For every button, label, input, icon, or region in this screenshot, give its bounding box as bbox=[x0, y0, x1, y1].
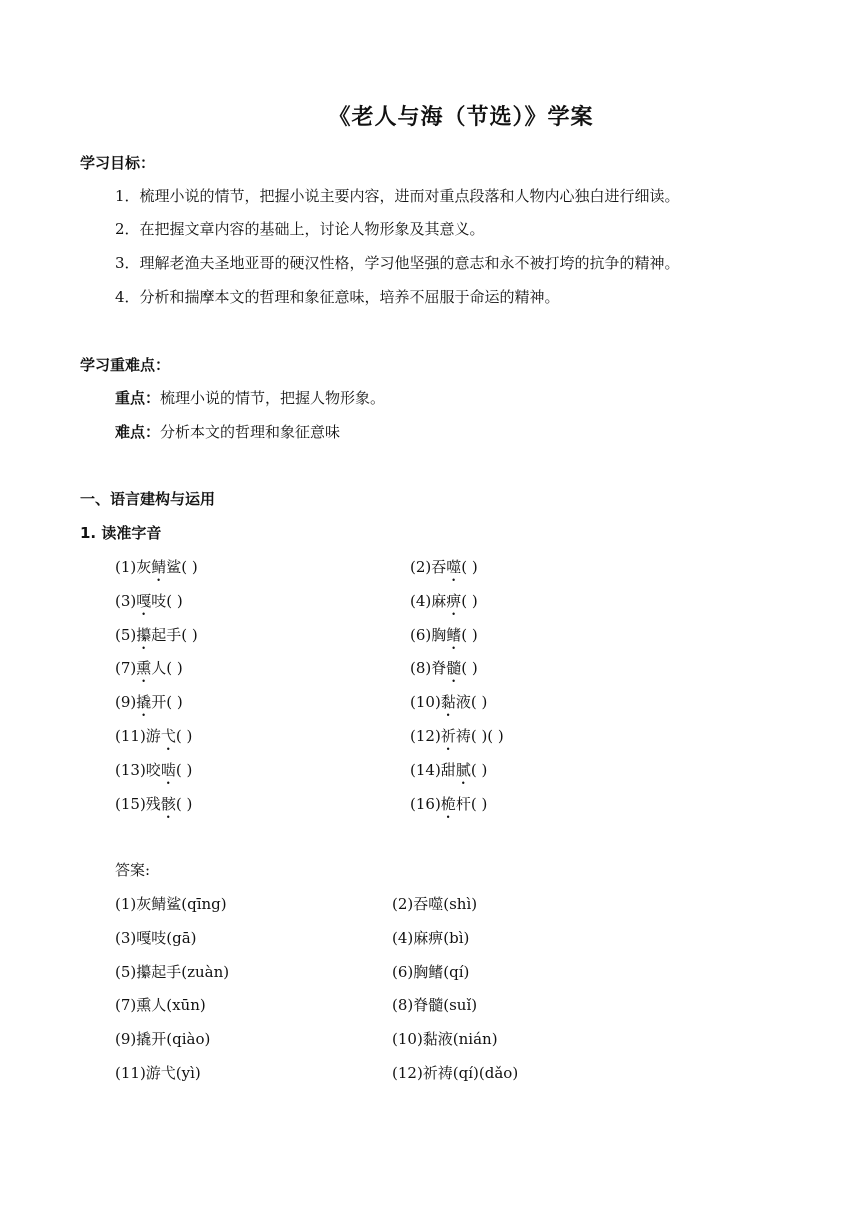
answer-item: (2)吞噬(shì) bbox=[392, 895, 478, 913]
answers-label: 答案: bbox=[115, 861, 151, 879]
dotted-character: 黏 bbox=[440, 693, 456, 711]
exercise-text: (8) bbox=[410, 659, 432, 677]
answer-blank: ( ) bbox=[166, 693, 183, 711]
exercise-text: (1) bbox=[115, 558, 137, 576]
sub-heading: 1. 读准字音 bbox=[80, 524, 162, 542]
exercise-text: 吞 bbox=[431, 558, 447, 576]
exercise-text: (7) bbox=[115, 659, 137, 677]
difficulty-line bbox=[115, 421, 340, 442]
exercise-item bbox=[410, 691, 487, 720]
exercise-text: 吱 bbox=[151, 592, 167, 610]
focus-line bbox=[115, 387, 385, 408]
answer-blank: ( ) bbox=[470, 795, 488, 813]
exercise-item bbox=[115, 624, 198, 653]
answer-blank: ( )( ) bbox=[470, 727, 504, 745]
dotted-character: 撬 bbox=[136, 693, 152, 711]
exercise-text: 灰 bbox=[136, 558, 152, 576]
exercise-text: (14) bbox=[410, 761, 441, 779]
focus-text: 梳理小说的情节，把握人物形象。 bbox=[160, 389, 386, 407]
exercise-text: (11) bbox=[115, 727, 146, 745]
answer-item: (11)游弋(yì) bbox=[115, 1064, 201, 1082]
dotted-character: 弋 bbox=[160, 727, 176, 745]
answer-item: (4)麻痹(bì) bbox=[392, 929, 470, 947]
exercise-item bbox=[410, 556, 478, 585]
exercise-text: (13) bbox=[115, 761, 146, 779]
exercise-text: (6) bbox=[410, 626, 432, 644]
difficulty-label: 难点： bbox=[115, 423, 161, 441]
answer-item: (3)嘎吱(gā) bbox=[115, 929, 197, 947]
objective-item: 2．在把握文章内容的基础上，讨论人物形象及其意义。 bbox=[115, 220, 485, 238]
exercise-item bbox=[410, 657, 478, 686]
answer-blank: ( ) bbox=[461, 626, 478, 644]
exercise-text: 鲨 bbox=[166, 558, 182, 576]
answer-item: (9)撬开(qiào) bbox=[115, 1030, 211, 1048]
exercise-text: (16) bbox=[410, 795, 441, 813]
dotted-character: 鳍 bbox=[446, 626, 462, 644]
exercise-text: 人 bbox=[151, 659, 167, 677]
section-heading: 一、语言建构与运用 bbox=[80, 490, 216, 508]
exercise-item bbox=[115, 556, 198, 585]
exercise-text: 起手 bbox=[151, 626, 182, 644]
exercise-item bbox=[410, 759, 487, 788]
exercise-item bbox=[410, 725, 504, 754]
answer-blank: ( ) bbox=[461, 558, 478, 576]
focus-label: 重点： bbox=[115, 389, 161, 407]
exercise-text: (12) bbox=[410, 727, 441, 745]
exercise-item bbox=[115, 657, 183, 686]
answer-blank: ( ) bbox=[175, 727, 193, 745]
exercise-text: 麻 bbox=[431, 592, 447, 610]
dotted-character: 攥 bbox=[136, 626, 152, 644]
exercise-text: 祷 bbox=[455, 727, 471, 745]
exercise-text: (15) bbox=[115, 795, 146, 813]
page-title: 《老人与海（节选）》学案 bbox=[328, 105, 594, 130]
exercise-text: 脊 bbox=[431, 659, 447, 677]
dotted-character: 痹 bbox=[446, 592, 462, 610]
exercise-text: 残 bbox=[145, 795, 161, 813]
exercise-text: 咬 bbox=[145, 761, 161, 779]
dotted-character: 嘎 bbox=[136, 592, 152, 610]
objectives-heading: 学习目标： bbox=[80, 154, 156, 172]
dotted-character: 桅 bbox=[440, 795, 456, 813]
answer-blank: ( ) bbox=[175, 761, 193, 779]
exercise-text: (2) bbox=[410, 558, 432, 576]
dotted-character: 啮 bbox=[160, 761, 176, 779]
exercise-text: (4) bbox=[410, 592, 432, 610]
exercise-text: 游 bbox=[145, 727, 161, 745]
answer-item: (6)胸鳍(qí) bbox=[392, 963, 470, 981]
exercise-item bbox=[115, 793, 192, 822]
answer-blank: ( ) bbox=[470, 761, 488, 779]
exercise-item bbox=[115, 725, 192, 754]
objective-item: 3．理解老渔夫圣地亚哥的硬汉性格，学习他坚强的意志和永不被打垮的抗争的精神。 bbox=[115, 254, 680, 272]
answer-blank: ( ) bbox=[181, 626, 198, 644]
exercise-item bbox=[115, 691, 183, 720]
answer-blank: ( ) bbox=[175, 795, 193, 813]
answer-item: (8)脊髓(suǐ) bbox=[392, 996, 478, 1014]
answer-blank: ( ) bbox=[166, 592, 183, 610]
dotted-character: 骸 bbox=[160, 795, 176, 813]
exercise-text: 甜 bbox=[440, 761, 456, 779]
exercise-text: (5) bbox=[115, 626, 137, 644]
answer-item: (1)灰鲭鲨(qīng) bbox=[115, 895, 227, 913]
exercise-text: (10) bbox=[410, 693, 441, 711]
exercise-item bbox=[115, 759, 192, 788]
exercise-item bbox=[410, 624, 478, 653]
exercise-text: 杆 bbox=[455, 795, 471, 813]
exercise-text: (9) bbox=[115, 693, 137, 711]
exercise-text: 液 bbox=[455, 693, 471, 711]
objective-item: 4．分析和揣摩本文的哲理和象征意味，培养不屈服于命运的精神。 bbox=[115, 288, 560, 306]
key-points-heading: 学习重难点： bbox=[80, 356, 171, 374]
dotted-character: 熏 bbox=[136, 659, 152, 677]
dotted-character: 噬 bbox=[446, 558, 462, 576]
answer-blank: ( ) bbox=[181, 558, 198, 576]
exercise-item bbox=[410, 793, 487, 822]
dotted-character: 髓 bbox=[446, 659, 462, 677]
answer-blank: ( ) bbox=[461, 659, 478, 677]
dotted-character: 祈 bbox=[440, 727, 456, 745]
answer-item: (12)祈祷(qí)(dǎo) bbox=[392, 1064, 519, 1082]
answer-blank: ( ) bbox=[470, 693, 488, 711]
answer-blank: ( ) bbox=[166, 659, 183, 677]
exercise-text: (3) bbox=[115, 592, 137, 610]
dotted-character: 鲭 bbox=[151, 558, 167, 576]
objective-item: 1．梳理小说的情节，把握小说主要内容，进而对重点段落和人物内心独白进行细读。 bbox=[115, 187, 680, 205]
difficulty-text: 分析本文的哲理和象征意味 bbox=[160, 423, 341, 441]
dotted-character: 腻 bbox=[455, 761, 471, 779]
answer-blank: ( ) bbox=[461, 592, 478, 610]
answer-item: (10)黏液(nián) bbox=[392, 1030, 498, 1048]
answer-item: (5)攥起手(zuàn) bbox=[115, 963, 230, 981]
exercise-item bbox=[410, 590, 478, 619]
exercise-item bbox=[115, 590, 183, 619]
exercise-text: 开 bbox=[151, 693, 167, 711]
exercise-text: 胸 bbox=[431, 626, 447, 644]
answer-item: (7)熏人(xūn) bbox=[115, 996, 206, 1014]
